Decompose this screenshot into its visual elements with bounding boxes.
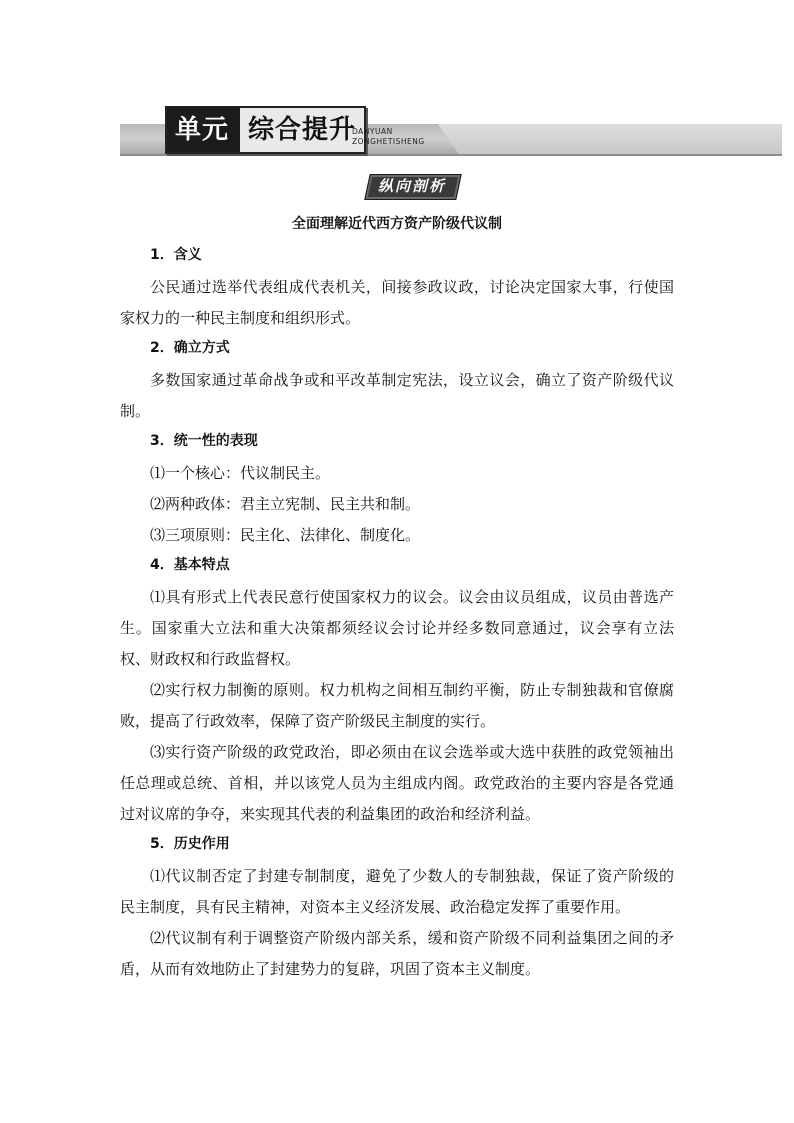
paragraph: ⑶三项原则：民主化、法律化、制度化。 bbox=[150, 526, 421, 544]
section-establishment bbox=[120, 334, 674, 427]
section-characteristics bbox=[120, 551, 674, 830]
paragraph: ⑵代议制有利于调整资产阶级内部关系，缓和资产阶级不同利益集团之间的矛盾，从而有效地防止了封建势力的复辟，巩固了资本主义制度。 bbox=[120, 929, 674, 978]
section-heading: 5．历史作用 bbox=[150, 836, 230, 852]
paragraph: ⑵两种政体：君主立宪制、民主共和制。 bbox=[150, 495, 421, 513]
section-heading: 2．确立方式 bbox=[150, 340, 230, 356]
banner-title-part2: 综合提升 bbox=[237, 108, 364, 152]
header-banner-stripe bbox=[438, 124, 782, 154]
section-tag-label: 纵向剖析 bbox=[377, 177, 446, 195]
banner-subtitle-line1: DANYUAN bbox=[352, 127, 393, 136]
unit-banner-title bbox=[165, 106, 366, 154]
banner-subtitle bbox=[352, 127, 425, 147]
section-heading: 1．含义 bbox=[150, 247, 202, 263]
document-title: 全面理解近代西方资产阶级代议制 bbox=[292, 216, 502, 232]
paragraph: ⑴代议制否定了封建专制制度，避免了少数人的专制独裁，保证了资产阶级的民主制度，具有民主精神，对资本主义经济发展、政治稳定发挥了重要作用。 bbox=[120, 867, 674, 916]
section-unity bbox=[120, 427, 674, 551]
section-meaning bbox=[120, 241, 674, 334]
paragraph: ⑴一个核心：代议制民主。 bbox=[150, 464, 331, 482]
banner-title-part1: 单元 bbox=[167, 108, 237, 152]
section-heading: 3．统一性的表现 bbox=[150, 433, 258, 449]
section-heading: 4．基本特点 bbox=[150, 557, 230, 573]
paragraph: 多数国家通过革命战争或和平改革制定宪法，设立议会，确立了资产阶级代议制。 bbox=[120, 371, 674, 420]
paragraph: 公民通过选举代表组成代表机关，间接参政议政，讨论决定国家大事，行使国家权力的一种民主制度和组织形式。 bbox=[120, 278, 674, 327]
paragraph: ⑵实行权力制衡的原则。权力机构之间相互制约平衡，防止专制独裁和官僚腐败，提高了行政效率，保障了资产阶级民主制度的实行。 bbox=[120, 681, 674, 730]
paragraph: ⑴具有形式上代表民意行使国家权力的议会。议会由议员组成，议员由普选产生。国家重大立法和重大决策都须经议会讨论并经多数同意通过，议会享有立法权、财政权和行政监督权。 bbox=[120, 588, 674, 668]
document-body bbox=[120, 241, 674, 985]
banner-subtitle-line2: ZONGHETISHENG bbox=[352, 137, 425, 146]
section-historical-role bbox=[120, 830, 674, 985]
paragraph: ⑶实行资产阶级的政党政治，即必须由在议会选举或大选中获胜的政党领袖出任总理或总统、首相，并以该党人员为主组成内阁。政党政治的主要内容是各党通过对议席的争夺，来实现其代表的利益集团的政治和经济利益。 bbox=[120, 743, 674, 823]
